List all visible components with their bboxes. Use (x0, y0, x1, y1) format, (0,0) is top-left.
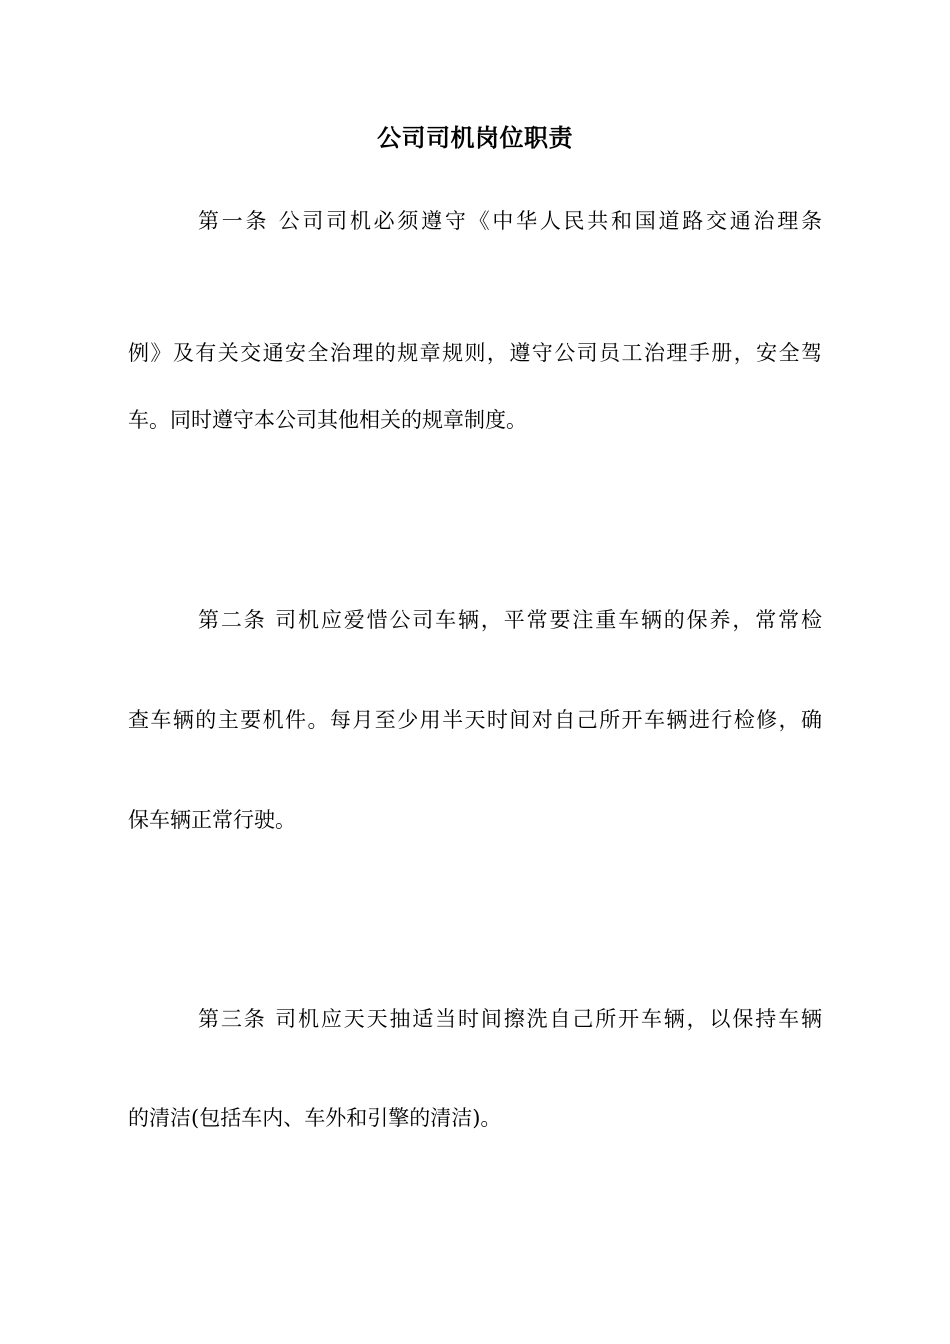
article-3-line-2: 的清洁(包括车内、车外和引擎的清洁)。 (128, 1106, 502, 1130)
article-2-line-3: 保车辆正常行驶。 (128, 808, 296, 832)
article-1-line-1: 第一条 公司司机必须遵守《中华人民共和国道路交通治理条 (198, 209, 822, 233)
article-3-line-1: 第三条 司机应天天抽适当时间擦洗自己所开车辆，以保持车辆 (198, 1007, 822, 1031)
article-1-line-3: 车。同时遵守本公司其他相关的规章制度。 (128, 408, 527, 432)
article-2-line-2: 查车辆的主要机件。每月至少用半天时间对自己所开车辆进行检修，确 (128, 708, 822, 732)
document-title: 公司司机岗位职责 (377, 124, 573, 152)
article-1-line-2: 例》及有关交通安全治理的规章规则，遵守公司员工治理手册，安全驾 (128, 341, 822, 365)
article-2-line-1: 第二条 司机应爱惜公司车辆，平常要注重车辆的保养，常常检 (198, 608, 822, 632)
